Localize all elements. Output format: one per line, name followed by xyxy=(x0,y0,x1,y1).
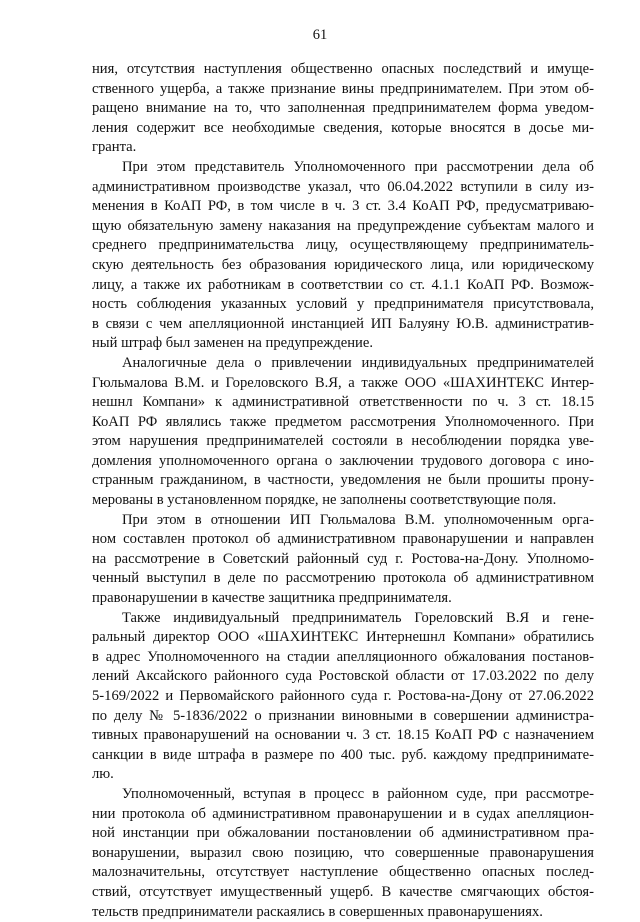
text-line: административном производстве указал, что 06.04.2022 вступили в силу из- xyxy=(92,178,594,195)
text-line: по делу № 5-1836/2022 о признании виновными в совершении администра- xyxy=(92,707,594,724)
text-line: лю. xyxy=(92,766,114,783)
text-line: Также индивидуальный предприниматель Гореловский В.Я и гене- xyxy=(122,609,594,626)
text-line: санкции в виде штрафа в размере по 400 тыс. руб. каждому предпринимате- xyxy=(92,746,594,763)
text-line: правонарушении в качестве защитника предпринимателя. xyxy=(92,590,452,607)
text-line: КоАП РФ являлись также предметом рассмотрения Уполномоченного. При xyxy=(92,413,594,430)
paragraph xyxy=(92,609,594,785)
text-line: малозначительны, отсутствует наступление общественно опасных послед- xyxy=(92,864,594,881)
text-line: мерованы в установленном порядке, не заполнены соответствующие поля. xyxy=(92,492,557,509)
text-line: ращено внимание на то, что заполненная предпринимателем форма уведом- xyxy=(92,100,594,117)
text-line: в адрес Уполномоченного на стадии апелляционного обжалования постанов- xyxy=(92,648,594,665)
text-line: 5-169/2022 и Первомайского районного суда г. Ростова-на-Дону от 27.06.2022 xyxy=(92,688,594,704)
text-line: Уполномоченный, вступая в процесс в районном суде, при рассмотре- xyxy=(122,785,594,802)
paragraph xyxy=(92,511,594,609)
text-line: на рассмотрение в Советский районный суд г. Ростова-на-Дону. Уполномо- xyxy=(92,550,594,567)
text-line: ном составлен протокол об административном правонарушении и направлен xyxy=(92,531,594,548)
page-number: 61 xyxy=(312,27,328,43)
text-line: скую деятельность без образования юридического лица, или юридическому xyxy=(92,256,594,273)
text-line: ния, отсутствия наступления общественно опасных последствий и имуще- xyxy=(92,61,594,77)
text-line: ченный выступил в деле по рассмотрению протокола об административном xyxy=(92,570,594,587)
text-line: нии протокола об административном правонарушении и в судах апелляцион- xyxy=(92,805,594,822)
paragraph xyxy=(92,158,594,354)
text-line: вонарушении, выразил свою позицию, что совершенные правонарушения xyxy=(92,844,594,861)
text-line: Аналогичные дела о привлечении индивидуальных предпринимателей xyxy=(122,354,594,371)
text-line: в связи с чем апелляционной инстанцией ИП Балуяну Ю.В. административ- xyxy=(92,315,594,332)
text-line: При этом представитель Уполномоченного при рассмотрении дела об xyxy=(122,158,594,175)
text-line: Гюльмалова В.М. и Гореловского В.Я, а также ООО «ШАХИНТЕКС Интер- xyxy=(92,374,594,391)
text-line: ральный директор ООО «ШАХИНТЕКС Интернешнл Компани» обратились xyxy=(92,629,594,646)
text-line: домления уполномоченного органа о заключении трудового договора с ино- xyxy=(92,452,594,469)
text-line: этом нарушения предпринимателей состояли в несоблюдении порядка уве- xyxy=(92,433,594,450)
text-line: тельств предприниматели раскаялись в совершенных правонарушениях. xyxy=(92,903,543,920)
paragraph xyxy=(92,785,594,922)
body-text xyxy=(92,60,594,922)
paragraph xyxy=(92,354,594,511)
text-line: ность соблюдения указанных условий у предпринимателя присутствовала, xyxy=(92,296,594,313)
text-line: менения в КоАП РФ, в том числе в ч. 3 ст. 3.4 КоАП РФ, предусматриваю- xyxy=(92,198,594,215)
text-line: тивных правонарушений на основании ч. 3 ст. 18.15 КоАП РФ с назначением xyxy=(92,727,594,744)
text-line: ный штраф был заменен на предупреждение. xyxy=(92,335,373,352)
text-line: лицу, а также их работникам в соответствии со ст. 4.1.1 КоАП РФ. Возмож- xyxy=(92,276,594,293)
text-line: ления содержит все необходимые сведения, которые вносятся в досье ми- xyxy=(92,119,594,136)
text-line: При этом в отношении ИП Гюльмалова В.М. уполномоченным орга- xyxy=(122,511,594,528)
text-line: ной инстанции при обжаловании постановлении об административном пра- xyxy=(92,825,594,842)
text-line: лений Аксайского районного суда Ростовской области от 17.03.2022 по делу xyxy=(92,668,594,685)
text-line: среднего предпринимательства лицу, осуществляющему предприниматель- xyxy=(92,237,594,254)
text-line: ствий, отсутствует имущественный ущерб. В качестве смягчающих обстоя- xyxy=(92,883,594,900)
text-line: странным гражданином, в частности, уведомления не были прошиты прону- xyxy=(92,472,594,489)
text-line: щую обязательную замену наказания на предупреждение субъектам малого и xyxy=(92,217,594,234)
text-line: ственного ущерба, а также признание вины предпринимателем. При этом об- xyxy=(92,80,594,97)
text-line: гранта. xyxy=(92,139,137,156)
paragraph xyxy=(92,60,594,158)
text-line: нешнл Компани» к административной ответственности по ч. 3 ст. 18.15 xyxy=(92,394,594,411)
